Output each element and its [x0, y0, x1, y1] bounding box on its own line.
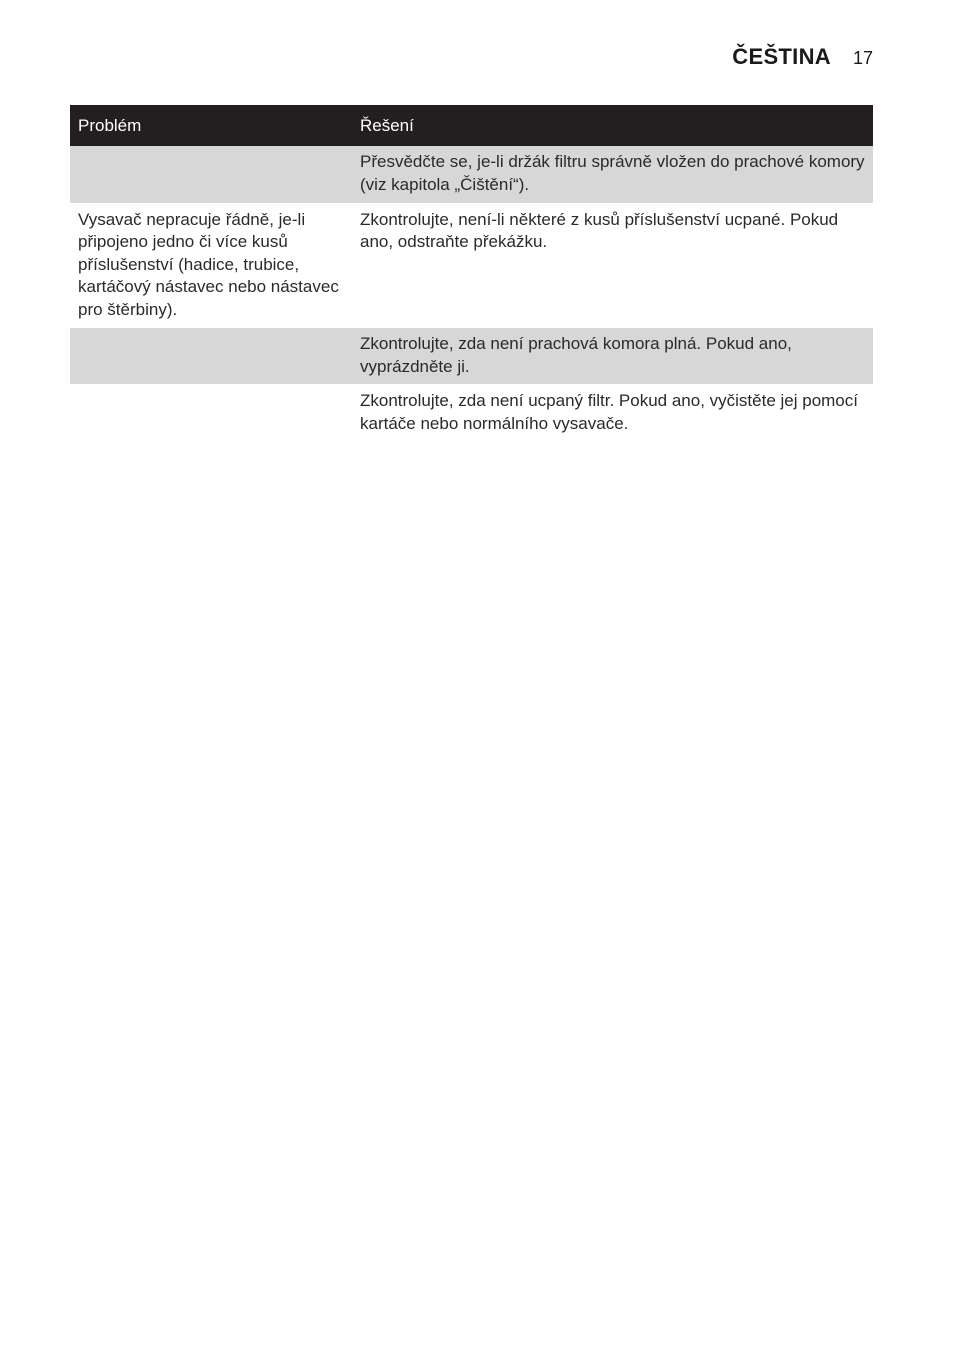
- table-row: [70, 328, 873, 385]
- table-row: [70, 203, 873, 328]
- column-header-problem: Problém: [70, 105, 352, 146]
- solution-cell: Zkontrolujte, zda není prachová komora plná. Pokud ano, vyprázdněte ji.: [352, 328, 873, 385]
- page-number: 17: [852, 48, 873, 68]
- solution-cell: Přesvědčte se, je-li držák filtru správně vložen do prachové komory (viz kapitola „Čištění“).: [352, 146, 873, 203]
- language-title: ČEŠTINA: [732, 44, 831, 69]
- solution-cell: Zkontrolujte, není-li některé z kusů příslušenství ucpané. Pokud ano, odstraňte překážku.: [352, 203, 873, 328]
- page-header: [732, 44, 873, 70]
- table-row: [70, 385, 873, 442]
- table-header-row: [70, 105, 873, 146]
- problem-cell: [70, 328, 352, 385]
- problem-cell: Vysavač nepracuje řádně, je-li připojeno jedno či více kusů příslušenství (hadice, trubice, kartáčový nástavec nebo nástavec pro štěrbiny).: [70, 203, 352, 328]
- problem-cell: [70, 146, 352, 203]
- solution-cell: Zkontrolujte, zda není ucpaný filtr. Pokud ano, vyčistěte jej pomocí kartáče nebo normálního vysavače.: [352, 385, 873, 442]
- column-header-solution: Řešení: [352, 105, 873, 146]
- problem-cell: [70, 385, 352, 442]
- troubleshooting-table: [70, 105, 873, 442]
- table-row: [70, 146, 873, 203]
